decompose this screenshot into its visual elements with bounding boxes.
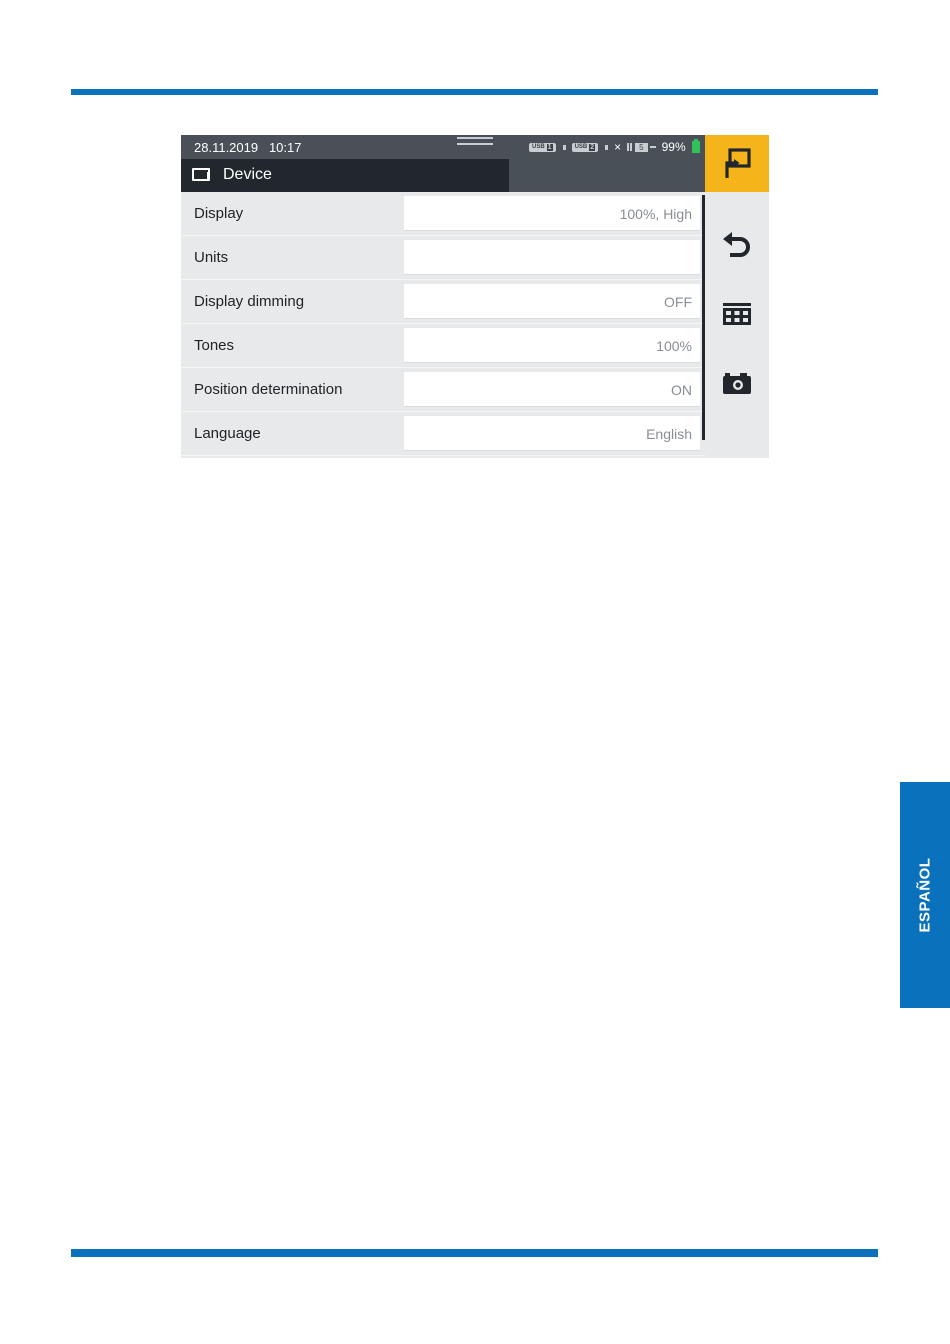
setting-label: Units (194, 249, 229, 266)
setting-row-language[interactable] (181, 412, 705, 456)
title-bar-extension (509, 159, 705, 192)
status-time: 10:17 (268, 140, 302, 155)
pull-down-handle[interactable] (457, 137, 493, 145)
setting-label: Position determination (194, 381, 343, 398)
setting-row-tones[interactable] (181, 324, 705, 368)
setting-value: ON (671, 382, 692, 398)
device-icon (192, 168, 210, 181)
disconnected-icon: × (614, 140, 622, 154)
setting-value: English (646, 426, 692, 442)
setting-value-field[interactable] (404, 240, 700, 274)
setting-row-display[interactable] (181, 192, 705, 236)
channel-indicator-icon: 5 (627, 143, 655, 152)
setting-value-field[interactable] (404, 328, 700, 362)
setting-value-field[interactable] (404, 196, 700, 230)
back-icon (721, 231, 753, 261)
status-bar (181, 135, 705, 159)
bottom-rule (71, 1249, 878, 1257)
setting-value-field[interactable] (404, 372, 700, 406)
setting-value-field[interactable] (404, 416, 700, 450)
setting-value-field[interactable] (404, 284, 700, 318)
top-rule (71, 89, 878, 95)
setting-label: Tones (194, 337, 235, 354)
setting-value: OFF (664, 294, 692, 310)
setting-row-position-determination[interactable] (181, 368, 705, 412)
camera-icon (723, 372, 751, 394)
back-button[interactable] (705, 221, 769, 271)
usb1-icon: USB 1 (529, 143, 556, 152)
settings-list (181, 192, 705, 456)
battery-icon (692, 141, 700, 153)
language-side-tab (900, 782, 950, 1008)
setting-value: 100%, High (619, 206, 692, 222)
date-time (194, 140, 302, 155)
exit-button[interactable] (705, 135, 769, 192)
setting-label: Display dimming (194, 293, 305, 310)
setting-row-units[interactable] (181, 236, 705, 280)
status-icons (529, 140, 700, 154)
screenshot-button[interactable] (705, 358, 769, 408)
setting-label: Language (194, 425, 261, 442)
exit-icon (721, 147, 755, 181)
battery-percent: 99% (661, 140, 686, 154)
grid-icon (723, 303, 751, 325)
title-bar (181, 159, 509, 192)
device-screen (181, 135, 769, 458)
usb2-icon: USB 2 (572, 143, 599, 152)
setting-row-display-dimming[interactable] (181, 280, 705, 324)
action-sidebar (705, 192, 769, 458)
page-title: Device (223, 166, 272, 183)
grid-view-button[interactable] (705, 289, 769, 339)
setting-value: 100% (656, 338, 692, 354)
status-date: 28.11.2019 (194, 140, 259, 155)
language-tab-label: ESPAÑOL (916, 857, 934, 933)
setting-label: Display (194, 205, 244, 222)
